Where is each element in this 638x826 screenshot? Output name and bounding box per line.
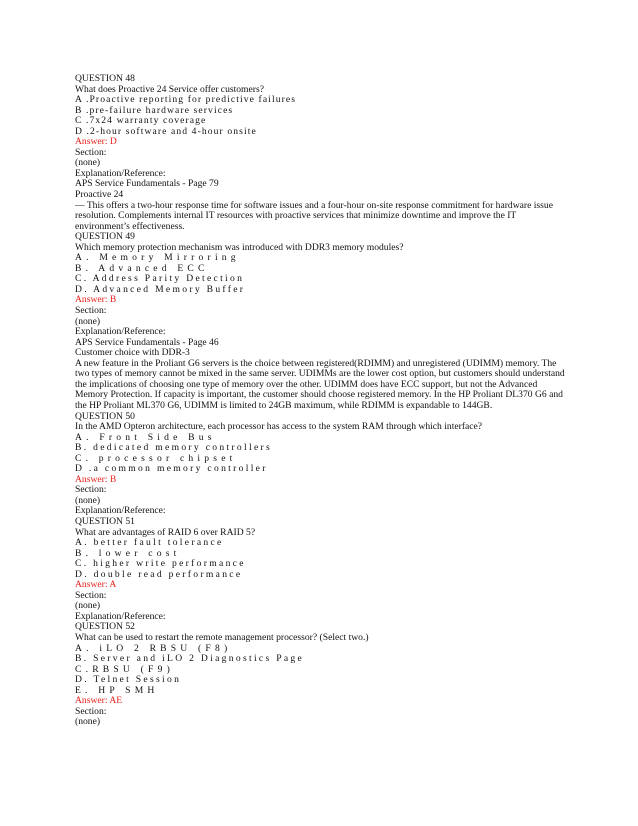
question-49-section-value: (none) [75, 315, 101, 327]
question-48-option-a: A .Proactive reporting for predictive failures [75, 94, 297, 106]
question-51-section-value: (none) [75, 600, 101, 612]
question-50-section-label: Section: [75, 484, 107, 496]
question-48-section-value: (none) [75, 157, 101, 169]
question-48-reference: APS Service Fundamentals - Page 79 [75, 178, 219, 190]
question-50-section-value: (none) [75, 494, 101, 506]
document-page [75, 74, 565, 728]
question-48-text: What does Proactive 24 Service offer customers? [75, 83, 264, 95]
question-49-answer: Answer: B [75, 294, 117, 306]
question-49-option-c: C. Address Parity Detection [75, 273, 245, 285]
question-51-title: QUESTION 51 [75, 515, 135, 527]
question-48-topic: Proactive 24 [75, 189, 124, 201]
question-49-option-b: B. Advanced ECC [75, 262, 209, 274]
question-52-option-d: D. Telnet Session [75, 674, 182, 686]
question-52-option-b: B. Server and iLO 2 Diagnostics Page [75, 653, 305, 665]
question-48-option-c: C .7x24 warranty coverage [75, 115, 207, 127]
question-51-text: What are advantages of RAID 6 over RAID 5? [75, 526, 256, 538]
question-51-option-b: B. lower cost [75, 547, 181, 559]
question-50-answer: Answer: B [75, 473, 117, 485]
question-50-explanation-label: Explanation/Reference: [75, 505, 166, 517]
question-49-option-d: D. Advanced Memory Buffer [75, 283, 246, 295]
question-52-option-c: C.RBSU (F9) [75, 663, 174, 675]
question-48-option-b: B .pre-failure hardware services [75, 104, 234, 116]
question-49-text: Which memory protection mechanism was introduced with DDR3 memory modules? [75, 241, 404, 253]
question-50-option-c: C. processor chipset [75, 452, 237, 464]
question-49-option-a: A. Memory Mirroring [75, 252, 240, 264]
question-48-explanation: — This offers a two-hour response time for software issues and a four-hour on-site response commitment for hardware issue resolution. Complements internal IT resources with proactive services that minimize downtime and improve the IT environment’s effectiveness. [75, 199, 553, 232]
question-51-option-a: A. better fault tolerance [75, 537, 224, 549]
question-50-text: In the AMD Opteron architecture, each processor has access to the system RAM through which interface? [75, 421, 483, 433]
question-49-explanation: A new feature in the Proliant G6 servers is the choice between registered(RDIMM) and unregistered (UDIMM) memory. The two types of memory cannot be mixed in the same server. UDIMMs are the lower cost option, but customers should understand the implications of choosing one type of memory over the other. UDIMM does have ECC support, but not the Advanced Memory Protection. If capacity is important, the customer should choose registered memory. In the HP Proliant DL370 G6 and the HP Proliant ML370 G6, UDIMM is limited to 24GB maximum, while RDIMM is expandable to 144GB. [75, 357, 565, 411]
question-49-reference: APS Service Fundamentals - Page 46 [75, 336, 219, 348]
question-48-answer: Answer: D [75, 136, 117, 148]
question-49-topic: Customer choice with DDR-3 [75, 347, 190, 359]
question-52-text: What can be used to restart the remote management processor? (Select two.) [75, 631, 369, 643]
question-48-section-label: Section: [75, 146, 107, 158]
question-52-option-e: E. HP SMH [75, 684, 159, 696]
question-51-option-d: D. double read performance [75, 568, 243, 580]
question-49-section-label: Section: [75, 305, 107, 317]
question-52-section-value: (none) [75, 716, 101, 728]
question-52-section-label: Section: [75, 705, 107, 717]
question-50-option-a: A. Front Side Bus [75, 431, 216, 443]
question-48-title: QUESTION 48 [75, 73, 135, 84]
question-49-title: QUESTION 49 [75, 231, 135, 243]
question-48-explanation-label: Explanation/Reference: [75, 167, 166, 179]
question-51-option-c: C. higher write performance [75, 558, 246, 570]
question-52-option-a: A. iLO 2 RBSU (F8) [75, 642, 232, 654]
question-52-title: QUESTION 52 [75, 621, 135, 633]
question-51-answer: Answer: A [75, 579, 117, 591]
question-51-explanation-label: Explanation/Reference: [75, 610, 166, 622]
question-51-section-label: Section: [75, 589, 107, 601]
question-49-explanation-label: Explanation/Reference: [75, 326, 166, 338]
question-50-option-d: D .a common memory controller [75, 463, 268, 475]
question-50-title: QUESTION 50 [75, 410, 135, 422]
question-48-option-d: D .2-hour software and 4-hour onsite [75, 125, 257, 137]
question-52-answer: Answer: AE [75, 695, 123, 707]
question-50-option-b: B. dedicated memory controllers [75, 442, 273, 454]
